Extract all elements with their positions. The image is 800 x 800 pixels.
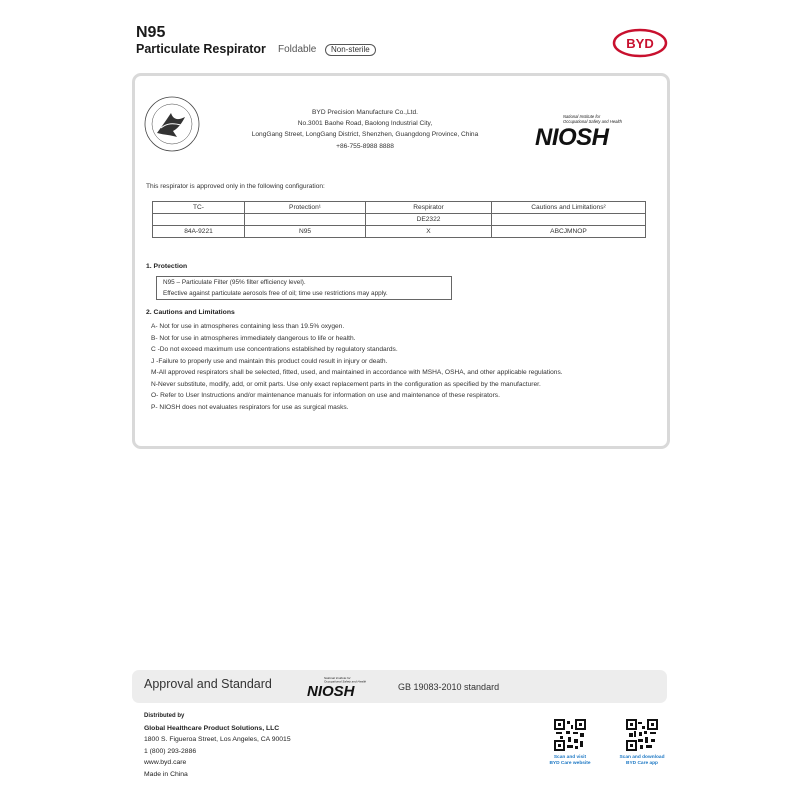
niosh-logo [533,110,651,150]
product-subtitle: Particulate Respirator [136,42,266,56]
distributor-address: 1800 S. Figueroa Street, Los Angeles, CA 90015 [144,736,291,743]
protection-box [156,276,452,300]
table-header-cell: Respirator [366,202,492,214]
list-item: O- Refer to User Instructions and/or maintenance manuals for information on use and maintenance of these respirators. [151,392,500,399]
list-item: B- Not for use in atmospheres immediately dangerous to life or health. [151,334,356,342]
niosh-tagline: National Institute for [563,114,601,119]
qr-caption-line: Scan and download [619,755,665,760]
manufacturer-address [200,107,530,152]
approval-standard: GB 19083-2010 standard [398,682,500,692]
table-cell: N95 [245,226,366,238]
list-item: C -Do not exceed maximum use concentrations established by regulatory standards. [151,346,398,353]
table-cell: 84A-9221 [153,226,245,238]
list-item: M-All approved respirators shall be selected, fitted, used, and maintained in accordance with MSHA, OSHA, and other applicable regulations. [151,369,563,376]
distributor-phone: 1 (800) 293-2886 [144,747,197,755]
niosh-wordmark: NIOSH [307,683,355,699]
niosh-tagline: Occupational Safety and Health [324,679,367,684]
distributor-label: Distributed by [144,713,185,719]
table-header-cell: TC- [153,202,245,214]
qr-caption [618,755,666,767]
byd-logo [612,28,668,58]
qr-caption-line: Scan and visit [553,755,587,760]
manufacturer-line: No.3001 Baohe Road, Baolong Industrial City, [297,120,433,128]
qr-code-icon[interactable] [554,719,586,751]
qr-caption-line: BYD Care app [626,761,658,766]
hhs-seal-icon [143,95,201,153]
qr-caption-line: BYD Care website [549,761,591,766]
configuration-table [152,201,646,238]
protection-line: Effective against particulate aerosols free of oil; time use restrictions may apply. [163,290,388,297]
list-item: A- Not for use in atmospheres containing less than 19.5% oxygen. [151,323,345,330]
foldable-label: Foldable [278,44,317,55]
manufacturer-line: BYD Precision Manufacture Co.,Ltd. [312,109,418,116]
manufacturer-line: LongGang Street, LongGang District, Shenzhen, Guangdong Province, China [251,131,479,139]
niosh-tagline: National Institute for [324,676,351,680]
niosh-wordmark: NIOSH [535,124,609,150]
configuration-intro: This respirator is approved only in the following configuration: [146,183,325,190]
distributor-block [144,711,291,780]
list-item: P- NIOSH does not evaluates respirators for use as surgical masks. [151,403,349,411]
distributor-name: Global Healthcare Product Solutions, LLC [144,724,280,732]
table-row [153,214,646,226]
qr-code-icon[interactable] [626,719,658,751]
protection-line: N95 – Particulate Filter (95% filter efficiency level). [163,279,306,286]
table-cell: X [366,226,492,238]
table-cell: ABCJMNOP [492,226,646,238]
approval-title: Approval and Standard [144,677,272,691]
list-item: J -Failure to properly use and maintain this product could result in injury or death. [151,357,388,365]
table-cell [245,214,366,226]
byd-logo-text: BYD [626,36,654,51]
niosh-tagline: Occupational Safety and Health [563,119,622,124]
distributor-origin: Made in China [144,770,188,778]
table-header-cell: Cautions and Limitations² [492,202,646,214]
qr-caption [546,755,594,767]
manufacturer-line: +86-755-8988 8888 [336,142,394,150]
table-cell [153,214,245,226]
list-item: N-Never substitute, modify, add, or omit parts. Use only exact replacement parts in the configuration as specified by the manufacturer. [151,380,541,388]
table-header-row [153,202,646,214]
table-cell: DE2322 [366,214,492,226]
product-name: N95 [136,24,166,41]
limitations-list [151,321,563,413]
table-cell [492,214,646,226]
distributor-web: www.byd.care [144,759,187,766]
table-header-cell: Protection¹ [245,202,366,214]
table-row [153,226,646,238]
niosh-logo-small [306,673,378,699]
nonsterile-badge: Non-sterile [325,44,376,56]
protection-title: 1. Protection [146,263,188,270]
limitations-title: 2. Cautions and Limitations [146,309,235,316]
